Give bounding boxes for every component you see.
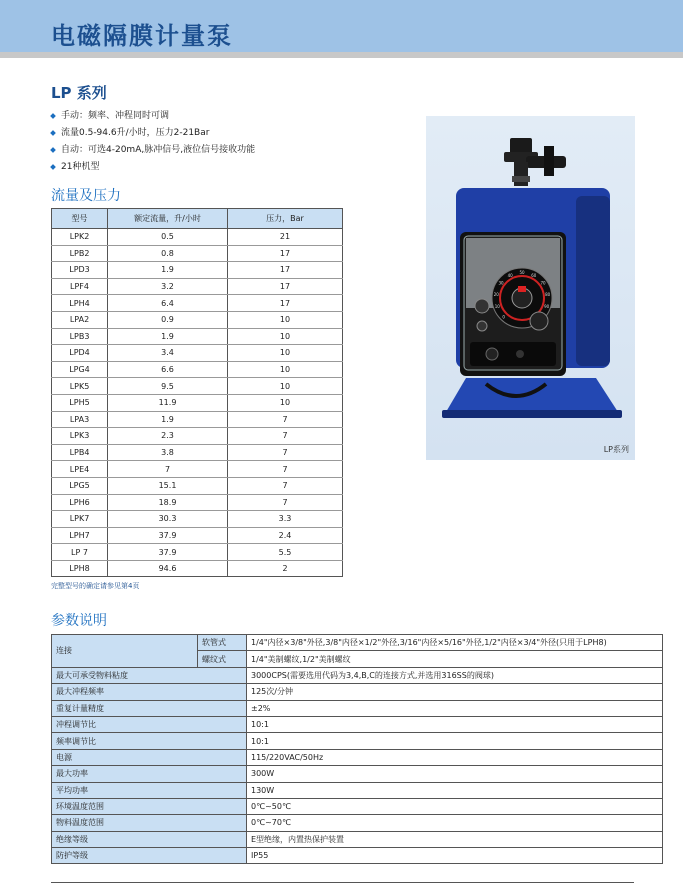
param-value: 10:1: [247, 716, 663, 732]
dial-label: 80: [545, 291, 551, 297]
model-cell: LPH8: [52, 560, 108, 577]
flow-cell: 1.9: [108, 262, 228, 279]
param-value: 130W: [247, 782, 663, 798]
table-row: [52, 798, 663, 814]
flow-cell: 3.4: [108, 345, 228, 362]
table-row: [52, 782, 663, 798]
flow-cell: 0.5: [108, 229, 228, 246]
pressure-cell: 7: [228, 444, 343, 461]
flow-cell: 0.9: [108, 311, 228, 328]
flow-cell: 2.3: [108, 428, 228, 445]
flow-cell: 3.2: [108, 278, 228, 295]
series-title: LP 系列: [51, 84, 107, 102]
flow-cell: 94.6: [108, 560, 228, 577]
dial-label: 90: [544, 304, 550, 309]
model-cell: LPK2: [52, 229, 108, 246]
model-cell: LPH5: [52, 394, 108, 411]
model-cell: LPK5: [52, 378, 108, 395]
feature-item: 21种机型: [51, 159, 255, 176]
pressure-cell: 7: [228, 411, 343, 428]
bottom-rule: [51, 882, 634, 883]
dial-label: 0: [502, 314, 505, 320]
model-cell: LPG4: [52, 361, 108, 378]
model-cell: LPG5: [52, 477, 108, 494]
param-value: ±2%: [247, 700, 663, 716]
param-value: 0℃~70℃: [247, 815, 663, 831]
model-cell: LPK3: [52, 428, 108, 445]
page-title: 电磁隔膜计量泵: [51, 22, 233, 50]
flow-cell: 18.9: [108, 494, 228, 511]
connection-value: 1/4"美制螺纹,1/2"美制螺纹: [247, 651, 663, 667]
param-label: 重复计量精度: [52, 700, 247, 716]
feature-item: 手动：频率、冲程同时可调: [51, 108, 255, 125]
pressure-cell: 3.3: [228, 511, 343, 528]
photo-caption: LP系列: [603, 445, 629, 454]
param-value: IP55: [247, 848, 663, 864]
connection-sub-label: 软管式: [198, 635, 247, 651]
table-row: [52, 262, 343, 279]
model-cell: LPD4: [52, 345, 108, 362]
dial-label: 20: [493, 291, 499, 297]
pressure-cell: 5.5: [228, 544, 343, 561]
table-row: [52, 444, 343, 461]
flow-cell: 3.8: [108, 444, 228, 461]
table-row: [52, 733, 663, 749]
flow-cell: 0.8: [108, 245, 228, 262]
table-row: [52, 494, 343, 511]
pressure-cell: 7: [228, 461, 343, 478]
pressure-cell: 10: [228, 394, 343, 411]
flow-cell: 9.5: [108, 378, 228, 395]
bullet-icon: [50, 164, 56, 170]
param-label: 冲程调节比: [52, 716, 247, 732]
table-row: [52, 311, 343, 328]
feature-item: 自动：可选4-20mA,脉冲信号,液位信号接收功能: [51, 142, 255, 159]
table-row: [52, 328, 343, 345]
table-footnote: 完整型号的确定请参见第4页: [51, 582, 140, 590]
param-label: 电源: [52, 749, 247, 765]
bullet-icon: [50, 113, 56, 119]
connection-value: 1/4"内径×3/8"外径,3/8"内径×1/2"外径,3/16"内径×5/16"外径,1/2"内径×3/4"外径(只用于LPH8): [247, 635, 663, 651]
table-row: [52, 635, 663, 651]
header-flow: 额定流量，升/小时: [108, 209, 228, 229]
pressure-cell: 7: [228, 494, 343, 511]
flow-cell: 1.9: [108, 411, 228, 428]
model-cell: LPD3: [52, 262, 108, 279]
connection-label: 连接: [52, 635, 198, 668]
flow-cell: 6.6: [108, 361, 228, 378]
table-row: [52, 461, 343, 478]
pressure-cell: 2: [228, 560, 343, 577]
dial-label: 70: [540, 280, 546, 286]
table-row: [52, 527, 343, 544]
model-cell: LP 7: [52, 544, 108, 561]
flow-cell: 30.3: [108, 511, 228, 528]
pressure-cell: 10: [228, 345, 343, 362]
model-cell: LPE4: [52, 461, 108, 478]
table-row: [52, 345, 343, 362]
table-row: [52, 815, 663, 831]
param-label: 最大可承受物料粘度: [52, 667, 247, 683]
dial-label: 10: [494, 304, 500, 309]
flow-cell: 37.9: [108, 527, 228, 544]
dial-label: 30: [498, 280, 504, 286]
model-cell: LPA3: [52, 411, 108, 428]
model-cell: LPF4: [52, 278, 108, 295]
param-value: 115/220VAC/50Hz: [247, 749, 663, 765]
flow-cell: 37.9: [108, 544, 228, 561]
flow-cell: 6.4: [108, 295, 228, 312]
pressure-cell: 10: [228, 361, 343, 378]
header-band: [0, 0, 683, 58]
model-cell: LPH6: [52, 494, 108, 511]
flow-pressure-table: [51, 208, 343, 577]
param-value: 3000CPS(需要选用代码为3,4,B,C的连接方式,并选用316SS的阀球): [247, 667, 663, 683]
table-row: [52, 295, 343, 312]
table-row: [52, 667, 663, 683]
params-section-title: 参数说明: [51, 613, 107, 629]
table-row: [52, 716, 663, 732]
parameter-table: [51, 634, 663, 864]
table-row: [52, 361, 343, 378]
model-cell: LPB2: [52, 245, 108, 262]
table-row: [52, 560, 343, 577]
table-row: [52, 229, 343, 246]
dial-label: 50: [519, 270, 525, 275]
feature-list: [51, 108, 255, 176]
model-cell: LPH4: [52, 295, 108, 312]
param-value: 0℃~50℃: [247, 798, 663, 814]
table-row: [52, 544, 343, 561]
param-value: 10:1: [247, 733, 663, 749]
param-label: 环境温度范围: [52, 798, 247, 814]
pressure-cell: 10: [228, 311, 343, 328]
model-cell: LPH7: [52, 527, 108, 544]
pressure-cell: 17: [228, 245, 343, 262]
param-label: 最大冲程频率: [52, 684, 247, 700]
table-row: [52, 749, 663, 765]
table-row: [52, 378, 343, 395]
table-row: [52, 831, 663, 847]
bullet-icon: [50, 130, 56, 136]
pressure-cell: 7: [228, 477, 343, 494]
param-label: 平均功率: [52, 782, 247, 798]
param-value: 300W: [247, 766, 663, 782]
table-header-row: [52, 209, 343, 229]
pressure-cell: 17: [228, 262, 343, 279]
table-row: [52, 684, 663, 700]
flow-cell: 7: [108, 461, 228, 478]
pressure-cell: 7: [228, 428, 343, 445]
param-value: E型绝缘，内置热保护装置: [247, 831, 663, 847]
table-row: [52, 477, 343, 494]
param-label: 频率调节比: [52, 733, 247, 749]
feature-item: 流量0.5-94.6升/小时，压力2-21Bar: [51, 125, 255, 142]
model-cell: LPB3: [52, 328, 108, 345]
flow-section-title: 流量及压力: [51, 188, 121, 204]
flow-cell: 1.9: [108, 328, 228, 345]
dial-label: 60: [531, 272, 537, 278]
table-row: [52, 411, 343, 428]
dial-label: 40: [507, 272, 513, 278]
pressure-cell: 10: [228, 328, 343, 345]
pressure-cell: 10: [228, 378, 343, 395]
table-row: [52, 245, 343, 262]
bullet-icon: [50, 147, 56, 153]
pump-image: [426, 116, 635, 460]
pressure-cell: 17: [228, 295, 343, 312]
flow-cell: 11.9: [108, 394, 228, 411]
table-row: [52, 700, 663, 716]
table-row: [52, 394, 343, 411]
flow-cell: 15.1: [108, 477, 228, 494]
param-value: 125次/分钟: [247, 684, 663, 700]
pressure-cell: 2.4: [228, 527, 343, 544]
table-row: [52, 848, 663, 864]
header-pressure: 压力，Bar: [228, 209, 343, 229]
param-label: 物料温度范围: [52, 815, 247, 831]
model-cell: LPA2: [52, 311, 108, 328]
product-photo: [426, 116, 635, 460]
param-label: 绝缘等级: [52, 831, 247, 847]
connection-sub-label: 螺纹式: [198, 651, 247, 667]
pressure-cell: 21: [228, 229, 343, 246]
param-label: 防护等级: [52, 848, 247, 864]
table-row: [52, 766, 663, 782]
table-row: [52, 278, 343, 295]
param-label: 最大功率: [52, 766, 247, 782]
header-model: 型号: [52, 209, 108, 229]
model-cell: LPK7: [52, 511, 108, 528]
table-row: [52, 511, 343, 528]
model-cell: LPB4: [52, 444, 108, 461]
pressure-cell: 17: [228, 278, 343, 295]
table-row: [52, 428, 343, 445]
